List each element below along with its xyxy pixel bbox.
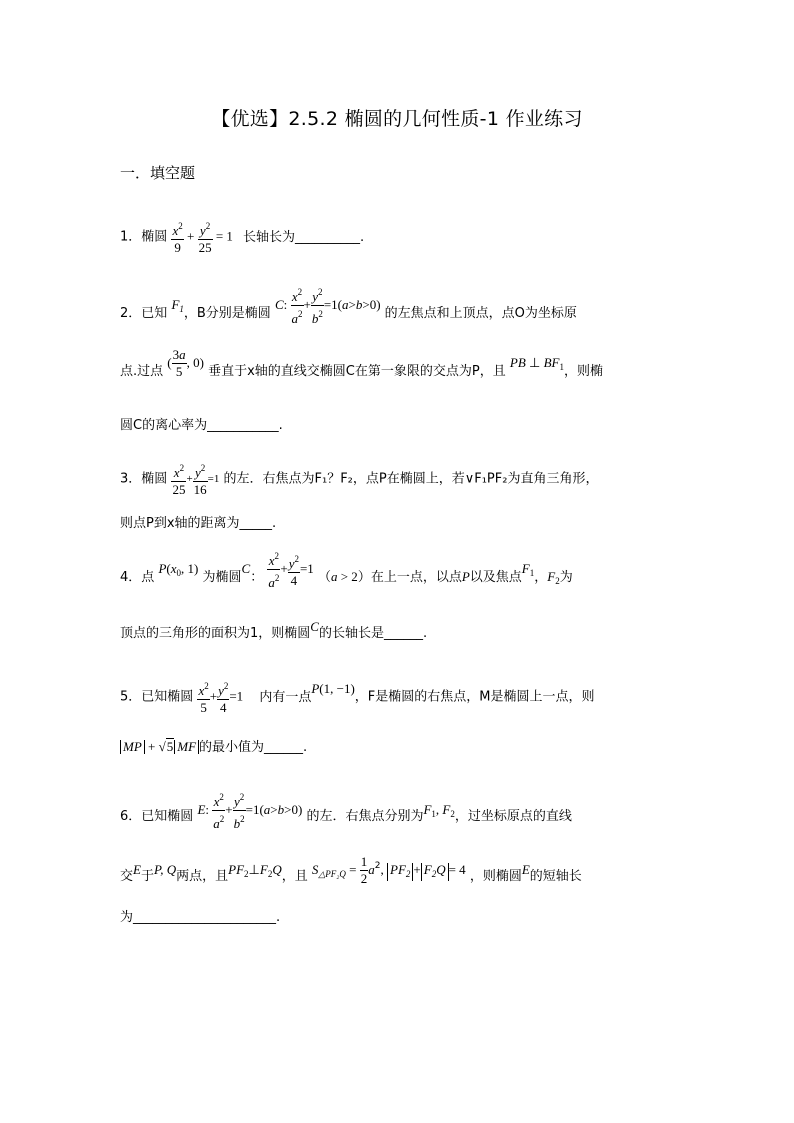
question-number: 2． <box>120 306 142 321</box>
question-text: ，过坐标原点的直线 <box>454 809 572 824</box>
ellipse-equation: $\frac{x^2}{9}$ + $\frac{y^2}{25}$ = 1 <box>171 218 232 256</box>
question-text: ，则椭圆 <box>469 869 522 884</box>
question-text: 点 <box>141 570 155 585</box>
question-3 <box>120 460 598 498</box>
question-text: 两点，且 <box>176 869 229 884</box>
question-text: 椭圆 <box>141 229 168 245</box>
question-text: 于 <box>140 869 154 884</box>
question-2 <box>120 287 577 335</box>
question-number: 3． <box>120 471 142 487</box>
question-text: 以及焦点 <box>469 570 522 585</box>
question-2-line-3: 圆C的离心率为___________. <box>120 418 283 433</box>
question-number: 1． <box>120 229 142 245</box>
page-title: 【优选】2.5.2 椭圆的几何性质-1 作业练习 <box>211 108 583 130</box>
math-point-p: P <box>158 561 167 576</box>
question-5-line-2: MP + √5 MF 的最小值为______. <box>120 736 307 755</box>
ellipse-equation: $\frac{x^2}{5}$ + $\frac{y^2}{4}$ =1 <box>197 678 243 716</box>
ellipse-equation: $\frac{x^2}{a^2}$ + $\frac{y^2}{4}$ =1 <box>267 548 313 591</box>
math-f1: $F_1$ <box>171 297 184 314</box>
question-text: 内有一点 <box>259 689 312 705</box>
question-text: 为 <box>559 570 573 585</box>
question-1 <box>120 218 364 256</box>
question-text: 的长轴长是______. <box>318 626 428 641</box>
math-mf: MF <box>174 740 199 754</box>
question-text: （ <box>317 570 331 585</box>
math-pb-perp-bf1: PB <box>509 355 526 370</box>
area-equation: $S_{\triangle PF_2Q}$ = $\frac{1}{2}$ $a^2$, $PF_2 + F_2Q = 4$ <box>311 854 466 886</box>
question-text: 的最小值为______. <box>199 740 308 755</box>
question-text: 点.过点 <box>120 364 164 379</box>
question-3-line-2: 则点P到x轴的距离为_____. <box>120 516 277 531</box>
ellipse-equation: E: $\frac{x^2}{a^2}$ + $\frac{y^2}{b^2}$ =1(a>b>0) <box>197 789 302 832</box>
question-text: 交 <box>120 869 134 884</box>
question-text: 已知椭圆 <box>141 689 194 705</box>
question-text: 为椭圆 <box>202 570 242 585</box>
question-text: 顶点的三角形的面积为1，则椭圆 <box>120 626 311 641</box>
math-point-p: P <box>311 680 320 696</box>
point-expression: ( $\frac{3a}{5}$ , 0) <box>167 347 204 379</box>
ellipse-equation: $\frac{x^2}{25}$ + $\frac{y^2}{16}$ =1 <box>171 460 219 498</box>
question-6-line-2: 交E于P, Q两点，且$PF_2\perp F_2Q$，且 $S_{\triangle PF_2Q}$ = $\frac{1}{2}$ $a^2$, $PF_2 + F_2Q = 4$ ，则椭圆E的短轴长 <box>120 854 582 886</box>
question-text: 已知椭圆 <box>141 809 194 824</box>
question-5: 5．已知椭圆 $\frac{x^2}{5}$ + $\frac{y^2}{4}$ =1 内有一点P(1, −1)，F是椭圆的右焦点，M是椭圆上一点，则 <box>120 678 595 716</box>
question-text: ）在上一点，以点 <box>357 570 462 585</box>
question-6: 6．已知椭圆 E: $\frac{x^2}{a^2}$ + $\frac{y^2}{b^2}$ =1(a>b>0) 的左．右焦点分别为$F_1$, $F_2$，过坐标原点的直线 <box>120 795 572 838</box>
question-text: 的左．右焦点为F₁？F₂，点P在椭圆上，若∨F₁PF₂为直角三角形， <box>223 471 599 487</box>
question-text: ，且 <box>281 869 308 884</box>
question-number: 4． <box>120 570 142 585</box>
question-4-line-2: 顶点的三角形的面积为1，则椭圆C的长轴长是______. <box>120 619 428 641</box>
question-4: 4．点 $P(x_0$, 1) 为椭圆C： $\frac{x^2}{a^2}$ + $\frac{y^2}{4}$ =1 （a > 2）在上一点，以点P以及焦点$F_1$，$F_2$为 <box>120 556 573 599</box>
question-number: 5． <box>120 689 142 705</box>
question-2-line-2: 点.过点 ( $\frac{3a}{5}$ , 0) 垂直于x轴的直线交椭圆C在第一象限的交点为P，且 PB ⊥ $BF_1$，则椭 <box>120 347 603 379</box>
question-6-line-3: 为______________________. <box>120 910 281 925</box>
question-text: ，则椭 <box>563 364 603 379</box>
question-text: 的左．右焦点分别为 <box>306 809 424 824</box>
question-number: 6． <box>120 809 142 824</box>
question-text: ，B分别是椭圆 <box>183 306 271 321</box>
question-text: 已知 <box>141 306 168 321</box>
question-text: ， <box>534 570 548 585</box>
section-heading: 一．填空题 <box>120 164 196 182</box>
ellipse-equation: C: $\frac{x^2}{a^2}$ + $\frac{y^2}{b^2}$ =1(a>b>0) <box>275 284 381 327</box>
question-text: 垂直于x轴的直线交椭圆C在第一象限的交点为P，且 <box>208 364 506 379</box>
question-text: ，F是椭圆的右焦点，M是椭圆上一点，则 <box>354 689 595 705</box>
question-text: 椭圆 <box>141 471 168 487</box>
question-text: 的短轴长 <box>529 869 582 884</box>
math-c: C <box>241 561 251 576</box>
question-text: 长轴长为__________. <box>243 229 365 245</box>
math-mp: MP <box>120 740 145 754</box>
question-text: 的左焦点和上顶点，点O为坐标原 <box>384 306 577 321</box>
